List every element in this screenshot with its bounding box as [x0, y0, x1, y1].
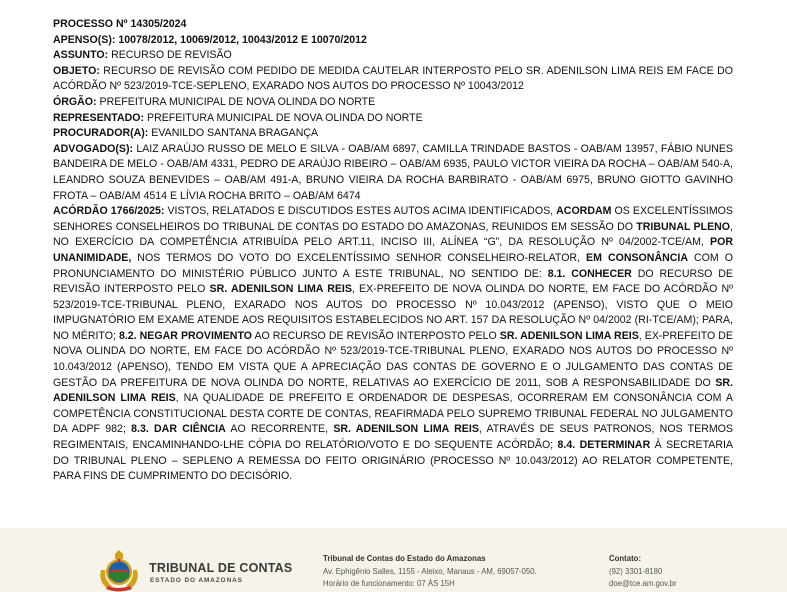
item-conhecer: 8.1. CONHECER	[547, 267, 632, 280]
contact-title: Contato:	[609, 554, 642, 563]
acordao-text: , NO EXERCÍCIO DA COMPETÊNCIA ATRIBUÍDA PELO ART.11, INCISO III, ALÍNEA “G”, DA RESOLUÇÃO Nº 04/2002-TCE/AM,	[53, 220, 733, 249]
unanimidade: POR UNANIMIDADE,	[53, 236, 733, 264]
recorrente-name: SR. ADENILSON LIMA REIS	[209, 283, 352, 296]
representado-value: PREFEITURA MUNICIPAL DE NOVA OLINDA DO NORTE	[147, 111, 423, 124]
recorrente-name: SR. ADENILSON LIMA REIS	[53, 376, 733, 405]
address-line: Av. Ephigênio Salles, 1155 - Aleixo, Manaus - AM, 69057-050.	[323, 566, 537, 576]
acordao-text: , ATRAVÉS DE SEUS PATRONOS, NOS TERMOS REGIMENTAIS, ENCAMINHANDO-LHE CÓPIA DO RELATÓRIO/VOTO E DO SEQUENTE ACÓRDÃO;	[53, 423, 733, 452]
acordao-text: AO RECORRENTE,	[230, 423, 329, 436]
representado-label: REPRESENTADO:	[53, 111, 145, 124]
item-dar-ciencia: 8.3. DAR CIÊNCIA	[131, 423, 226, 436]
objeto-label: OBJETO:	[53, 64, 100, 77]
process-number: PROCESSO Nº 14305/2024	[53, 18, 187, 30]
objeto-line	[53, 64, 733, 95]
item-determinar: 8.4. DETERMINAR	[557, 439, 651, 452]
recorrente-name: SR. ADENILSON LIMA REIS	[499, 329, 639, 342]
acordao-text: DO RECURSO DE REVISÃO INTERPOSTO PELO	[53, 267, 733, 296]
procurador-line	[53, 126, 733, 142]
address-title: Tribunal de Contas do Estado do Amazonas	[323, 554, 486, 563]
brand-name: TRIBUNAL DE CONTAS	[149, 561, 293, 575]
acordao-paragraph	[53, 204, 733, 485]
consonancia: EM CONSONÂNCIA	[586, 251, 688, 264]
acordao-label: ACÓRDÃO 1766/2025:	[53, 205, 165, 218]
acordam: ACORDAM	[556, 205, 612, 218]
acordao-text: NOS TERMOS DO VOTO DO EXCELENTÍSSIMO SENHOR CONSELHEIRO-RELATOR,	[137, 251, 581, 264]
contact-block	[609, 553, 677, 591]
tribunal-pleno: TRIBUNAL PLENO	[636, 220, 731, 233]
address-block	[323, 553, 537, 591]
assunto-value: RECURSO DE REVISÃO	[111, 49, 232, 62]
orgao-value: PREFEITURA MUNICIPAL DE NOVA OLINDA DO NORTE	[99, 95, 376, 108]
acordao-text: VISTOS, RELATADOS E DISCUTIDOS ESTES AUTOS ACIMA IDENTIFICADOS,	[167, 205, 554, 218]
advogados-label: ADVOGADO(S):	[53, 142, 134, 155]
assunto-label: ASSUNTO:	[53, 49, 109, 62]
acordao-text: , NA QUALIDADE DE PREFEITO E ORDENADOR DE DESPESAS, OCORRERAM EM CONSONÂNCIA COM A COMPETÊNCIA CONSTITUCIONAL DESTA CORTE DE CONTAS, REAFIRMADA PELO SUPREMO TRIBUNAL FEDERAL NO JULGAMENTO DA ADPF 982;	[53, 392, 733, 436]
brand-subtitle: ESTADO DO AMAZONAS	[150, 577, 243, 584]
contact-email[interactable]: doe@tce.am.gov.br	[609, 579, 677, 588]
representado-line	[53, 111, 733, 127]
procurador-label: PROCURADOR(A):	[53, 127, 149, 140]
apensos: APENSO(S): 10078/2012, 10069/2012, 10043/2012 E 10070/2012	[53, 33, 367, 46]
orgao-label: ÓRGÃO:	[53, 95, 97, 108]
acordao-text: , EX-PREFEITO DE NOVA OLINDA DO NORTE, EM FACE DO ACÓRDÃO Nº 523/2019-TCE-TRIBUNAL PLENO, EXARADO NOS AUTOS DO PROCESSO Nº 10.043/2012 (APENSO), VISTO QUE O MEIO IMPUGNATÓRIO EM EXAME ATENDE AOS REQUISITOS ESTABELECIDOS NO ART. 157 DA RESOLUÇÃO Nº 04/2002 (RI-TCE/AM); PARA, NO MÉRITO;	[53, 283, 734, 342]
acordao-text: AO RECURSO DE REVISÃO INTERPOSTO PELO	[254, 329, 497, 342]
objeto-value: RECURSO DE REVISÃO COM PEDIDO DE MEDIDA CAUTELAR INTERPOSTO PELO SR. ADENILSON LIMA REIS EM FACE DO ACÓRDÃO Nº 523/2019-TCE-SEPLENO, EXARADO NOS AUTOS DO PROCESSO Nº 10043/2012	[53, 64, 733, 93]
recorrente-name: SR. ADENILSON LIMA REIS	[333, 423, 479, 436]
item-negar-provimento: 8.2. NEGAR PROVIMENTO	[118, 329, 252, 342]
office-hours: Horário de funcionamento: 07 ÀS 15H	[323, 579, 455, 588]
contact-phone: (92) 3301-8180	[609, 566, 663, 576]
orgao-line	[53, 95, 733, 111]
acordao-text: OS EXCELENTÍSSIMOS SENHORES CONSELHEIROS DO TRIBUNAL DE CONTAS DO ESTADO DO AMAZONAS, REUNIDOS EM SESSÃO DO	[53, 205, 733, 233]
tce-emblem-icon	[96, 548, 142, 592]
acordao-text: À SECRETARIA DO TRIBUNAL PLENO – SEPLENO A REMESSA DO FEITO ORIGINÁRIO (PROCESSO Nº 10.043/2012) AO RELATOR COMPETENTE, PARA FINS DE CUMPRIMENTO DO DECISÓRIO.	[53, 439, 733, 483]
document-body	[53, 17, 733, 485]
acordao-text: , EX-PREFEITO DE NOVA OLINDA DO NORTE, EM FACE DO ACÓRDÃO Nº 523/2019-TCE-TRIBUNAL PLENO, EXARADO NOS AUTOS DO PROCESSO Nº 10.043/2012 (APENSO), TENDO EM VISTA QUE A APRECIAÇÃO DAS CONTAS DE GOVERNO E O JULGAMENTO DAS CONTAS DE GESTÃO DA PREFEITURA DE NOVA OLINDA DO NORTE, RELATIVAS AO EXERCÍCIO DE 2011, SOB A RESPONSABILIDADE DO	[53, 329, 733, 389]
advogados-line	[53, 142, 733, 204]
acordao-text: COM O PRONUNCIAMENTO DO MINISTÉRIO PÚBLICO JUNTO A ESTE TRIBUNAL, NO SENTIDO DE:	[53, 251, 733, 280]
advogados-value: LAIZ ARAÚJO RUSSO DE MELO E SILVA - OAB/AM 6897, CAMILLA TRINDADE BASTOS - OAB/AM 13957, FÁBIO NUNES BANDEIRA DE MELO - OAB/AM 4331, PEDRO DE ARAÚJO RIBEIRO – OAB/AM 6935, PAULO VICTOR VIEIRA DA ROCHA – OAB/AM 540-A, LEANDRO SOUZA BENEVIDES – OAB/AM 491-A, BRUNO VIEIRA DA ROCHA BARBIRATO - OAB/AM 6975, BRUNO GIOTTO GAVINHO FROTA – OAB/AM 4514 E LÍVIA ROCHA BRITO – OAB/AM 6474	[53, 142, 733, 202]
procurador-value: EVANILDO SANTANA BRAGANÇA	[151, 127, 319, 140]
assunto-line	[53, 48, 733, 64]
footer	[0, 528, 787, 592]
